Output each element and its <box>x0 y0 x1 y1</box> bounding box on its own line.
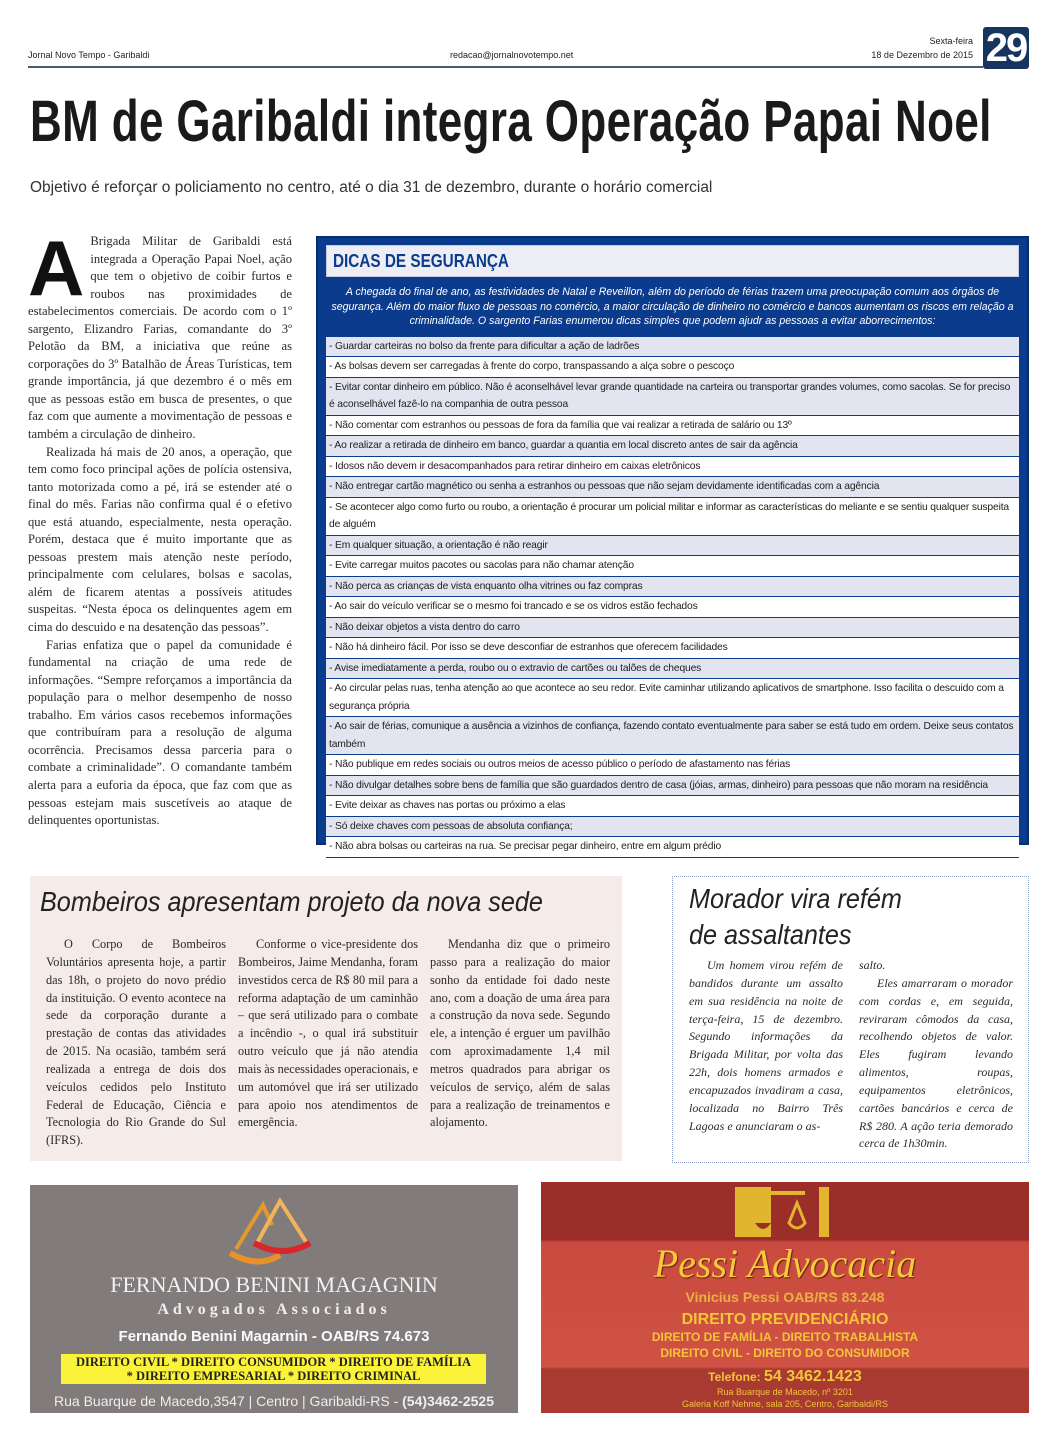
page-number: 29 <box>983 27 1029 69</box>
article-paragraph: Realizada há mais de 20 anos, a operação, que tem como foco principal ações de polícia ostensiva, tanto motorizada como a pé, irá se estender até o final do mês. Farias não confirma qual é o efetivo que está atuando, especialmente, nesta operação. Porém, destaca que é muito importante que as pessoas prestem mais atenção neste período, principalmente com celulares, bolsas e sacolas, além de ficarem atentas a possíveis atitudes suspeitas. “Nesta época os delinquentes agem em cima do descuido e na desatenção das pessoas”. <box>28 444 292 635</box>
tip-item: - Avise imediatamente a perda, roubo ou o extravio de cartões ou talões de cheques <box>326 659 1019 680</box>
tip-item: - Ao realizar a retirada de dinheiro em banco, guardar a quantia em local discreto antes de sair da agência <box>326 436 1019 457</box>
date: 18 de Dezembro de 2015 <box>871 50 973 60</box>
morador-title: Morador vira refém de assaltantes <box>689 883 902 950</box>
practice-main: DIREITO PREVIDENCIÁRIO <box>681 1311 889 1328</box>
tip-item: - Idosos não devem ir desacompanhados para retirar dinheiro em caixas eletrônicos <box>326 457 1019 478</box>
tip-item: - Ao sair do veículo verificar se o mesmo foi trancado e se os vidros estão fechados <box>326 597 1019 618</box>
dropcap: A <box>28 224 85 312</box>
lawyer-name: Vinicius Pessi OAB/RS 83.248 <box>685 1289 885 1305</box>
weekday: Sexta-feira <box>929 36 973 46</box>
tip-item: - Ao sair de férias, comunique a ausência a vizinhos de confiança, fazendo contato eventualmente para saber se está tudo em ordem. Deixe seus contatos também <box>326 717 1019 755</box>
practice-areas-1: DIREITO DE FAMÍLIA - DIREITO TRABALHISTA <box>651 1330 919 1344</box>
article-column: O Corpo de Bombeiros Voluntários apresenta hoje, a partir das 18h, o projeto do novo prédio da instituição. O evento acontece na sede da corporação durante a prestação de contas das atividades de 2015. Na ocasião, também será realizada a entrega de dois dos veículos cedidos pelo Instituto Federal de Educação, Ciência e Tecnologia do Rio Grande do Sul (IFRS). <box>46 937 226 1148</box>
ad-magagnin[interactable] <box>30 1185 518 1413</box>
article-column: Conforme o vice-presidente dos Bombeiros, Jaime Mendanha, foram investidos cerca de R$ 80 mil para a reforma adaptação de um caminhão – que será utilizado para o combate a incêndio -, o qual irá substituir outro veículo que já não atendia mais às necessidades operacionais, e um automóvel que irá ser utilizado para apoio nos atendimentos de emergência. <box>238 937 418 1130</box>
tip-item: - Não deixar objetos a vista dentro do carro <box>326 618 1019 639</box>
tip-item: - Não divulgar detalhes sobre bens de família que são guardados dentro de casa (jóias, armas, dinheiro) para pessoas que não moram na residência <box>326 776 1019 797</box>
email: redacao@jornalnovotempo.net <box>450 50 574 60</box>
tip-item: - Evitar contar dinheiro em público. Não é aconselhável levar grande quantidade na carteira ou transportar grandes volumes, como sacolas. Se for preciso é aconselhável fazê-lo na companhia de outra pessoa <box>326 378 1019 416</box>
article-column: Um homem virou refém de bandidos durante um assalto em sua residência na noite de terça-feira, 15 de dezembro. Segundo informações da Brigada Militar, por volta das 22h, dois homens armados e encapuzados invadiram a casa, localizada no Bairro Três Lagoas e anunciaram o as- <box>689 958 843 1133</box>
address-line-2: Galeria Koff Nehme, sala 205, Centro, Garibaldi/RS <box>682 1399 888 1409</box>
tip-item: - Não comentar com estranhos ou pessoas de fora da família que vai realizar a retirada de salário ou 13º <box>326 416 1019 437</box>
lawyer-name: Fernando Benini Magarnin - OAB/RS 74.673 <box>118 1328 430 1345</box>
tip-item: - Ao circular pelas ruas, tenha atenção ao que acontece ao seu redor. Evite caminhar utilizando aplicativos de smartphone. Isso facilita o descuido com a segurança própria <box>326 679 1019 717</box>
tip-item: - Só deixe chaves com pessoas de absoluta confiança; <box>326 817 1019 838</box>
bombeiros-title: Bombeiros apresentam projeto da nova sede <box>40 886 543 917</box>
article-paragraph: Farias enfatiza que o papel da comunidade é fundamental na criação de uma rede de informações. “Sempre reforçamos a importância da população para o melhor desempenho de nosso trabalho. Em vários casos recebemos informações que contribuíram para a resolução de alguma ocorrência. Precisamos dessa parceria para o combate a criminalidade”. O comandante também alerta para a euforia da época, que faz com que as pessoas estejam mais suscetíveis ao ataque de delinquentes oportunistas. <box>28 637 292 828</box>
tips-heading: DICAS DE SEGURANÇA <box>326 245 1019 277</box>
tip-item: - Não perca as crianças de vista enquanto olha vitrines ou faz compras <box>326 577 1019 598</box>
tip-item: - Não há dinheiro fácil. Por isso se deve desconfiar de estranhos que oferecem facilidades <box>326 638 1019 659</box>
tip-item: - As bolsas devem ser carregadas à frente do corpo, transpassando a alça sobre o pescoço <box>326 357 1019 378</box>
tips-intro: A chegada do final de ano, as festividades de Natal e Reveillon, além do período de férias trazem uma preocupação comum aos órgãos de segurança. Além do maior fluxo de pessoas no comércio, a maior circulação de dinheiro no comércio e bancos aumentam os riscos em relação a criminalidade. O sargento Farias enumerou dicas simples que podem ajudr as pessoas a evitar aborrecimentos: <box>331 286 1014 327</box>
subheadline: Objetivo é reforçar o policiamento no centro, até o dia 31 de dezembro, durante o horário comercial <box>30 179 713 196</box>
tip-item: - Evite carregar muitos pacotes ou sacolas para não chamar atenção <box>326 556 1019 577</box>
morador-article <box>672 876 1029 1163</box>
firm-name: FERNANDO BENINI MAGAGNIN <box>110 1272 438 1297</box>
address: Rua Buarque de Macedo,3547 | Centro | Garibaldi-RS - (54)3462-2525 <box>54 1393 494 1409</box>
headline: BM de Garibaldi integra Operação Papai Noel <box>30 89 992 154</box>
bombeiros-article <box>30 876 622 1161</box>
header-rule <box>28 66 983 68</box>
scales-of-justice-icon <box>735 1187 831 1237</box>
security-tips-box <box>316 236 1029 852</box>
article-column: salto. Eles amarraram o morador com cordas e, em seguida, reviraram cômodos da casa, recolhendo objetos de valor. Eles fugiram levando alimentos, roupas, equipamentos eletrônicos, cartões bancários e cerca de R$ 280. A ação teria demorado cerca de 1h30min. <box>859 958 1013 1151</box>
mountain-logo-icon <box>228 1197 318 1267</box>
tip-item: - Não entregar cartão magnético ou senha a estranhos ou pessoas que não sejam devidamente identificadas com a agência <box>326 477 1019 498</box>
tip-item: - Não abra bolsas ou carteiras na rua. Se precisar pegar dinheiro, entre em algum prédio <box>326 837 1019 858</box>
address-line-1: Rua Buarque de Macedo, nº 3201 <box>717 1387 853 1397</box>
ad-pessi[interactable] <box>541 1182 1029 1413</box>
practice-areas-2: DIREITO CIVIL - DIREITO DO CONSUMIDOR <box>660 1346 910 1360</box>
tip-item: - Não publique em redes sociais ou outros meios de acesso público o período de afastamento nas férias <box>326 755 1019 776</box>
paper-name: Jornal Novo Tempo - Garibaldi <box>28 50 150 60</box>
article-column: Mendanha diz que o primeiro passo para a realização do maior sonho da entidade foi dado neste ano, com a doação de uma área para a construção da nova sede. Segundo ele, a intenção é erguer um pavilhão com aproximadamente 1,4 mil metros quadrados para abrigar os veículos de serviço, além de salas para a realização de treinamentos e alojamento. <box>430 937 610 1130</box>
practice-areas: DIREITO CIVIL * DIREITO CONSUMIDOR * DIREITO DE FAMÍLIA * DIREITO EMPRESARIAL * DIREITO CRIMINAL <box>61 1354 486 1384</box>
tip-item: - Em qualquer situação, a orientação é não reagir <box>326 536 1019 557</box>
tips-list <box>326 337 1019 858</box>
article-paragraph: Brigada Militar de Garibaldi está integrada a Operação Papai Noel, ação que tem o objetivo de coibir furtos e roubos nas proximidades de estabelecimentos comerciais. De acordo com o 1º sargento, Elizandro Farias, comandante do 3º Pelotão da BM, a iniciativa que reúne as corporações do 3º Batalhão de Áreas Turísticas, tem grande importância, já que dezembro é o mês em que as pessoas estão em busca de presentes, o que faz com que aumente a movimentação de pessoas e também a circulação de dinheiro. <box>28 234 292 442</box>
firm-tagline: Advogados Associados <box>157 1301 391 1318</box>
main-article <box>28 224 292 830</box>
phone: Telefone: 54 3462.1423 <box>708 1368 862 1385</box>
tip-item: - Guardar carteiras no bolso da frente para dificultar a ação de ladrões <box>326 337 1019 358</box>
tip-item: - Evite deixar as chaves nas portas ou próximo a elas <box>326 796 1019 817</box>
firm-name: Pessi Advocacia <box>653 1241 917 1286</box>
tip-item: - Se acontecer algo como furto ou roubo, a orientação é procurar um policial militar e informar as características do meliante e se sentiu qualquer suspeita de alguém <box>326 498 1019 536</box>
